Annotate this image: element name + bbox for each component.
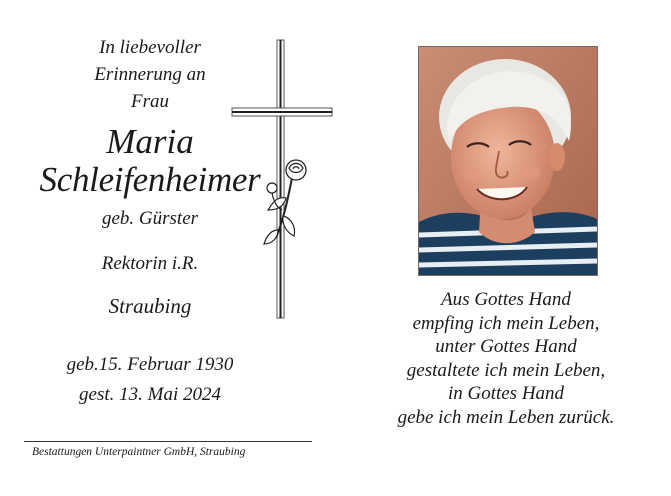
poem-line: empfing ich mein Leben, <box>412 312 600 334</box>
poem-line: unter Gottes Hand <box>435 336 577 357</box>
place-name: Straubing <box>108 294 192 318</box>
undertaker-name: Bestattungen Unterpaintner GmbH, Straubing <box>32 446 246 458</box>
intro-line: In liebevoller <box>99 37 201 58</box>
cross-with-rose-icon <box>228 38 338 323</box>
poem-line: in Gottes Hand <box>447 383 565 404</box>
portrait-photo <box>418 46 598 276</box>
professional-title: Rektorin i.R. <box>101 253 199 274</box>
intro-text <box>40 34 260 115</box>
poem-line: gestaltete ich mein Leben, <box>406 359 606 381</box>
birth-date: geb.15. Februar 1930 <box>66 354 234 375</box>
life-dates <box>30 350 270 410</box>
first-name: Maria <box>106 122 194 161</box>
birth-name: geb. Gürster <box>101 208 199 229</box>
intro-line: Erinnerung an <box>94 64 206 85</box>
death-date: gest. 13. Mai 2024 <box>79 384 221 405</box>
footer-divider <box>24 441 312 442</box>
intro-line: Frau <box>131 91 169 112</box>
poem-line: gebe ich mein Leben zurück. <box>397 406 615 428</box>
poem-line: Aus Gottes Hand <box>441 289 571 310</box>
poem-verse <box>376 288 636 429</box>
last-name: Schleifenheimer <box>39 160 261 199</box>
